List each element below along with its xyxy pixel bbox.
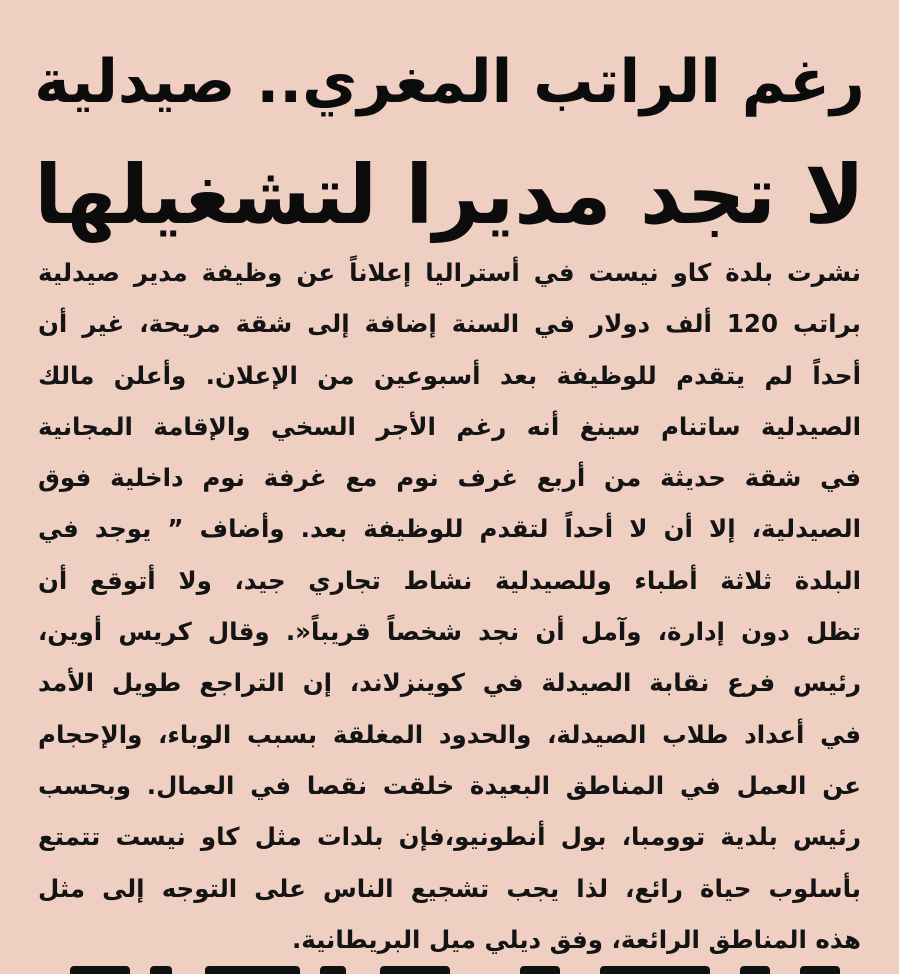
- cutoff-glyph: [205, 966, 300, 974]
- cutoff-glyph: [740, 966, 770, 974]
- cutoff-glyph: [70, 966, 130, 974]
- cutoff-glyph: [600, 966, 710, 974]
- body-line-8: تظل دون إدارة، وآمل أن نجد شخصاً قريباً«. وقال كريس أوين،: [38, 617, 861, 647]
- body-line-4: الصيدلية ساتنام سينغ أنه رغم الأجر السخي والإقامة المجانية: [38, 411, 861, 441]
- headline-line-2: لا تجد مديرا لتشغيلها: [34, 149, 865, 244]
- headline: [30, 23, 869, 251]
- body-line-11: عن العمل في المناطق البعيدة خلقت نقصا في العمال. وبحسب: [38, 770, 861, 800]
- body-line-5: في شقة حديثة من أربع غرف نوم مع غرفة نوم داخلية فوق: [38, 463, 861, 493]
- body-line-12: رئيس بلدية توومبا، بول أنطونيو،فإن بلدات مثل كاو نيست تتمتع: [38, 822, 861, 852]
- body-line-3: أحداً لم يتقدم للوظيفة بعد أسبوعين من الإعلان. وأعلن مالك: [38, 360, 861, 390]
- article-body: [38, 247, 861, 965]
- cutoff-glyph: [520, 966, 560, 974]
- cutoff-glyph: [800, 966, 840, 974]
- cutoff-glyph: [320, 966, 346, 974]
- body-line-7: البلدة ثلاثة أطباء وللصيدلية نشاط تجاري جيد، ولا أتوقع أن: [38, 565, 861, 595]
- body-line-10: في أعداد طلاب الصيدلة، والحدود المغلقة بسبب الوباء، والإحجام: [38, 719, 861, 749]
- body-line-1: نشرت بلدة كاو نيست في أستراليا إعلاناً عن وظيفة مدير صيدلية: [38, 258, 861, 287]
- cutoff-glyph: [150, 966, 172, 974]
- body-line-6: الصيدلية، إلا أن لا أحداً لتقدم للوظيفة بعد. وأضاف ” يوجد في: [38, 514, 861, 544]
- body-line-14: هذه المناطق الرائعة، وفق ديلي ميل البريطانية.: [291, 924, 861, 954]
- body-line-9: رئيس فرع نقابة الصيدلة في كوينزلاند، إن التراجع طويل الأمد: [38, 668, 861, 698]
- cutoff-glyph: [380, 966, 450, 974]
- body-line-2: براتب 120 ألف دولار في السنة إضافة إلى شقة مريحة، غير أن: [38, 309, 861, 339]
- next-headline-cutoff: [0, 960, 899, 974]
- headline-line-1: رغم الراتب المغري.. صيدلية: [34, 47, 865, 118]
- body-line-13: بأسلوب حياة رائع، لذا يجب تشجيع الناس على التوجه إلى مثل: [38, 873, 861, 903]
